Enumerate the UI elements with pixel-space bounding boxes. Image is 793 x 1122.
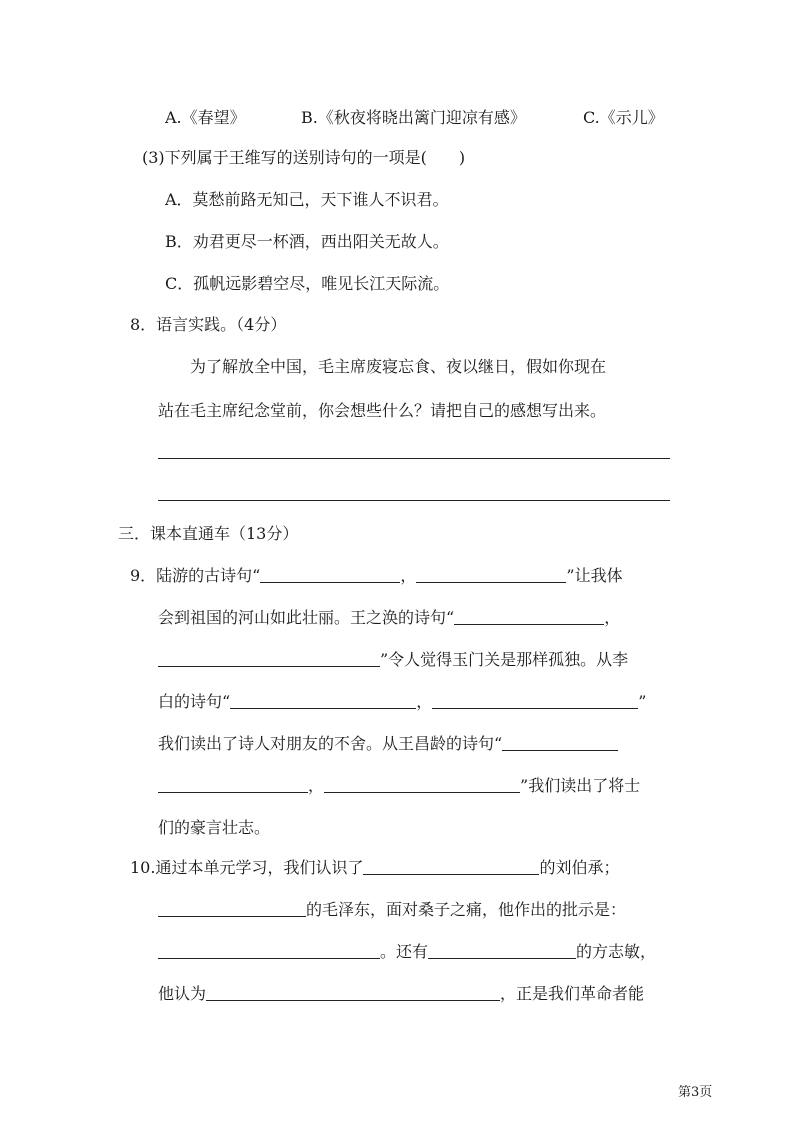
q9-blank-3[interactable] bbox=[454, 608, 604, 625]
page-number: 第3页 bbox=[678, 1085, 713, 1100]
q9-text: 白的诗句“ bbox=[158, 692, 231, 711]
section-3-title: 三．课本直通车（13分） bbox=[118, 524, 299, 543]
q10-line-4 bbox=[158, 984, 670, 1004]
q9-line-1 bbox=[130, 566, 642, 586]
q10-blank-2[interactable] bbox=[158, 900, 306, 917]
q9-comma: ， bbox=[604, 608, 621, 627]
q9-text: ”我们读出了将士 bbox=[520, 776, 641, 795]
q10-text: 10.通过本单元学习，我们认识了 bbox=[130, 858, 364, 877]
q9-blank-7[interactable] bbox=[502, 734, 618, 751]
q9-text: ”令人觉得玉门关是那样孤独。从李 bbox=[380, 650, 629, 669]
q9-blank-1[interactable] bbox=[260, 566, 400, 583]
q7-option-c: C.《示儿》 bbox=[583, 108, 664, 127]
q7-sub3-option-b: B．劝君更尽一杯酒，西出阳关无故人。 bbox=[165, 232, 449, 251]
q7-sub3-option-a: A．莫愁前路无知己，天下谁人不识君。 bbox=[165, 190, 449, 209]
q9-line-7: 们的豪言壮志。 bbox=[158, 818, 271, 837]
q10-line-2 bbox=[158, 900, 670, 920]
q7-option-a: A.《春望》 bbox=[165, 108, 246, 127]
q10-text: 。还有 bbox=[380, 942, 429, 961]
q9-comma: ， bbox=[400, 566, 417, 585]
q10-blank-3[interactable] bbox=[158, 942, 380, 959]
q10-text: 的刘伯承； bbox=[539, 858, 620, 877]
q7-option-b: B.《秋夜将晓出篱门迎凉有感》 bbox=[301, 108, 526, 127]
q9-blank-5[interactable] bbox=[230, 692, 416, 709]
q9-line-3 bbox=[158, 650, 670, 670]
q8-title: 8．语言实践。（4分） bbox=[130, 315, 287, 334]
q9-comma: ， bbox=[308, 776, 325, 795]
q8-prompt-line-2: 站在毛主席纪念堂前，你会想些什么？请把自己的感想写出来。 bbox=[158, 401, 607, 420]
q10-blank-1[interactable] bbox=[363, 858, 539, 875]
q9-comma: ， bbox=[416, 692, 433, 711]
q9-text: 9．陆游的古诗句“ bbox=[130, 566, 261, 585]
q8-answer-line-1[interactable] bbox=[158, 458, 670, 459]
q7-sub3-option-c: C．孤帆远影碧空尽，唯见长江天际流。 bbox=[165, 274, 450, 293]
q8-prompt-line-1: 为了解放全中国，毛主席废寝忘食、夜以继日，假如你现在 bbox=[190, 357, 607, 376]
q9-line-4 bbox=[158, 692, 670, 712]
q9-blank-2[interactable] bbox=[416, 566, 566, 583]
q8-answer-line-2[interactable] bbox=[158, 500, 670, 501]
q9-blank-6[interactable] bbox=[432, 692, 638, 709]
q9-blank-8[interactable] bbox=[324, 776, 520, 793]
q9-text: ” bbox=[638, 692, 647, 711]
q9-blank-4[interactable] bbox=[158, 650, 380, 667]
q10-line-3 bbox=[158, 942, 670, 962]
q9-blank-7-cont[interactable] bbox=[158, 776, 308, 793]
q10-blank-5[interactable] bbox=[206, 984, 500, 1001]
q9-line-5 bbox=[158, 734, 670, 754]
q9-text: 我们读出了诗人对朋友的不舍。从王昌龄的诗句“ bbox=[158, 734, 503, 753]
q10-blank-4[interactable] bbox=[428, 942, 576, 959]
q9-line-6 bbox=[158, 776, 670, 796]
q7-sub-question-3: (3)下列属于王维写的送别诗句的一项是( ) bbox=[142, 148, 466, 167]
q9-line-2 bbox=[158, 608, 670, 628]
q10-text: 他认为 bbox=[158, 984, 207, 1003]
q9-text: 会到祖国的河山如此壮丽。王之涣的诗句“ bbox=[158, 608, 455, 627]
q10-text: 的方志敏， bbox=[576, 942, 657, 961]
q10-text: ，正是我们革命者能 bbox=[500, 984, 645, 1003]
q10-line-1 bbox=[130, 858, 642, 878]
q10-text: 的毛泽东，面对桑子之痛，他作出的批示是： bbox=[306, 900, 627, 919]
q9-text: ”让我体 bbox=[566, 566, 623, 585]
